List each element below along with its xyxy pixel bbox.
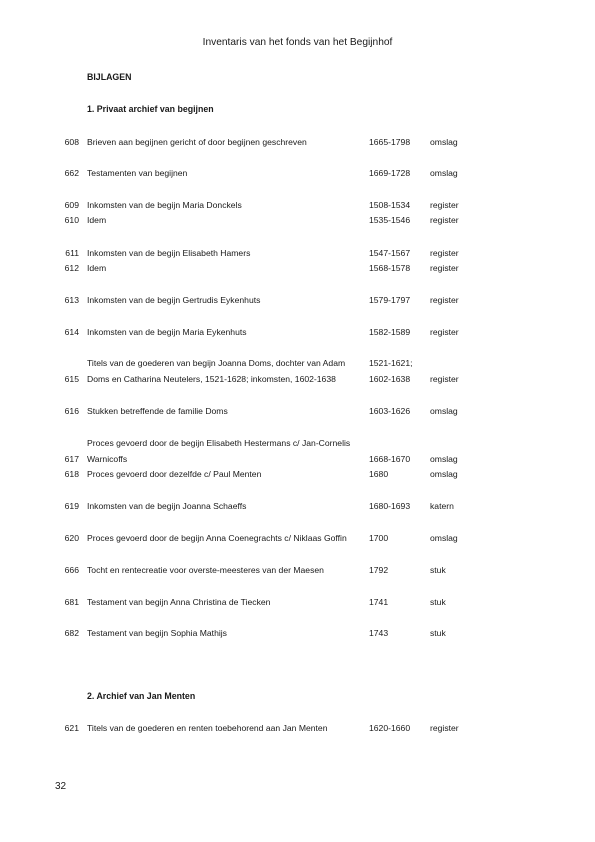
- inventory-description: Inkomsten van de begijn Elisabeth Hamers: [87, 248, 251, 258]
- inventory-number: 617: [64, 454, 79, 464]
- inventory-type: register: [430, 374, 459, 384]
- inventory-description: Titels van de goederen en renten toebehorend aan Jan Menten: [87, 723, 328, 733]
- inventory-type: katern: [430, 501, 454, 511]
- inventory-date: 1669-1728: [369, 168, 411, 178]
- inventory-type: omslag: [430, 469, 458, 479]
- inventory-row: [0, 294, 595, 306]
- inventory-row: [0, 627, 595, 639]
- inventory-type: register: [430, 723, 459, 733]
- inventory-date: 1547-1567: [369, 248, 411, 258]
- inventory-number: 620: [64, 533, 79, 543]
- inventory-number: 610: [64, 215, 79, 225]
- inventory-row: [0, 500, 595, 512]
- inventory-row: [0, 532, 595, 544]
- page-number: 32: [55, 781, 67, 792]
- inventory-date: 1582-1589: [369, 327, 411, 337]
- inventory-type: omslag: [430, 137, 458, 147]
- inventory-row: [0, 453, 595, 465]
- inventory-date-line-2: 1602-1638: [369, 374, 411, 384]
- inventory-number: 682: [64, 628, 79, 638]
- inventory-date: 1579-1797: [369, 295, 411, 305]
- inventory-description: Inkomsten van de begijn Maria Eykenhuts: [87, 327, 247, 337]
- inventory-row: [0, 468, 595, 480]
- inventory-date: 1665-1798: [369, 137, 411, 147]
- inventory-type: register: [430, 263, 459, 273]
- inventory-row: [0, 262, 595, 274]
- inventory-number: 613: [64, 295, 79, 305]
- inventory-description: Tocht en rentecreatie voor overste-meesteres van der Maesen: [87, 565, 324, 575]
- inventory-type: omslag: [430, 454, 458, 464]
- inventory-number: 609: [64, 200, 79, 210]
- inventory-description: Testament van begijn Sophia Mathijs: [87, 628, 227, 638]
- inventory-row: [0, 167, 595, 179]
- inventory-description: Testamenten van begijnen: [87, 168, 188, 178]
- inventory-number: 616: [64, 406, 79, 416]
- inventory-description-line-2: Doms en Catharina Neutelers, 1521-1628; inkomsten, 1602-1638: [87, 374, 336, 384]
- page-header: Inventaris van het fonds van het Begijnhof: [202, 37, 393, 48]
- inventory-row: [0, 373, 595, 385]
- inventory-type: stuk: [430, 565, 446, 575]
- inventory-row-continuation: [0, 437, 595, 449]
- inventory-description: Testament van begijn Anna Christina de Tiecken: [87, 597, 271, 607]
- inventory-type: register: [430, 295, 459, 305]
- inventory-type: stuk: [430, 628, 446, 638]
- inventory-description: Idem: [87, 263, 107, 273]
- inventory-number: 666: [64, 565, 79, 575]
- section-title-jan-menten: 2. Archief van Jan Menten: [87, 691, 196, 701]
- inventory-type: omslag: [430, 533, 458, 543]
- inventory-date: 1741: [369, 597, 389, 607]
- bijlagen-heading: BIJLAGEN: [87, 72, 132, 82]
- inventory-date: 1535-1546: [369, 215, 411, 225]
- inventory-description: Proces gevoerd door dezelfde c/ Paul Menten: [87, 469, 262, 479]
- inventory-number: 611: [65, 248, 79, 258]
- inventory-date: 1680: [369, 469, 389, 479]
- inventory-row: [0, 199, 595, 211]
- inventory-number: 618: [64, 469, 79, 479]
- inventory-date: 1508-1534: [369, 200, 411, 210]
- inventory-row: [0, 596, 595, 608]
- inventory-date: 1620-1660: [369, 723, 411, 733]
- inventory-row: [0, 722, 595, 734]
- inventory-description-line-2: Warnicoffs: [87, 454, 128, 464]
- inventory-description: Stukken betreffende de familie Doms: [87, 406, 228, 416]
- inventory-description-line-1: Proces gevoerd door de begijn Elisabeth Hestermans c/ Jan-Cornelis: [87, 438, 351, 448]
- inventory-number: 662: [64, 168, 79, 178]
- inventory-date: 1680-1693: [369, 501, 411, 511]
- inventory-description: Idem: [87, 215, 107, 225]
- inventory-date: 1743: [369, 628, 389, 638]
- inventory-description: Brieven aan begijnen gericht of door begijnen geschreven: [87, 137, 307, 147]
- inventory-type: register: [430, 248, 459, 258]
- inventory-date: 1668-1670: [369, 454, 411, 464]
- inventory-description: Inkomsten van de begijn Gertrudis Eykenhuts: [87, 295, 261, 305]
- inventory-number: 615: [64, 374, 79, 384]
- inventory-number: 612: [64, 263, 79, 273]
- inventory-row: [0, 326, 595, 338]
- inventory-description: Proces gevoerd door de begijn Anna Coenegrachts c/ Niklaas Goffin: [87, 533, 347, 543]
- inventory-date: 1603-1626: [369, 406, 411, 416]
- inventory-number: 619: [64, 501, 79, 511]
- inventory-number: 608: [64, 137, 79, 147]
- inventory-row: [0, 405, 595, 417]
- inventory-date: 1792: [369, 565, 389, 575]
- inventory-row: [0, 136, 595, 148]
- inventory-date-line-1: 1521-1621;: [369, 358, 413, 368]
- inventory-type: register: [430, 215, 459, 225]
- inventory-number: 621: [64, 723, 79, 733]
- inventory-type: register: [430, 200, 459, 210]
- inventory-type: omslag: [430, 168, 458, 178]
- inventory-row-continuation: [0, 357, 595, 369]
- inventory-type: stuk: [430, 597, 446, 607]
- inventory-row: [0, 214, 595, 226]
- inventory-number: 614: [64, 327, 79, 337]
- inventory-description-line-1: Titels van de goederen van begijn Joanna Doms, dochter van Adam: [87, 358, 346, 368]
- inventory-type: register: [430, 327, 459, 337]
- inventory-number: 681: [64, 597, 79, 607]
- inventory-date: 1700: [369, 533, 389, 543]
- section-title-private-archive: 1. Privaat archief van begijnen: [87, 104, 214, 114]
- inventory-row: [0, 247, 595, 259]
- inventory-description: Inkomsten van de begijn Maria Donckels: [87, 200, 242, 210]
- inventory-date: 1568-1578: [369, 263, 411, 273]
- inventory-description: Inkomsten van de begijn Joanna Schaeffs: [87, 501, 247, 511]
- inventory-type: omslag: [430, 406, 458, 416]
- inventory-row: [0, 564, 595, 576]
